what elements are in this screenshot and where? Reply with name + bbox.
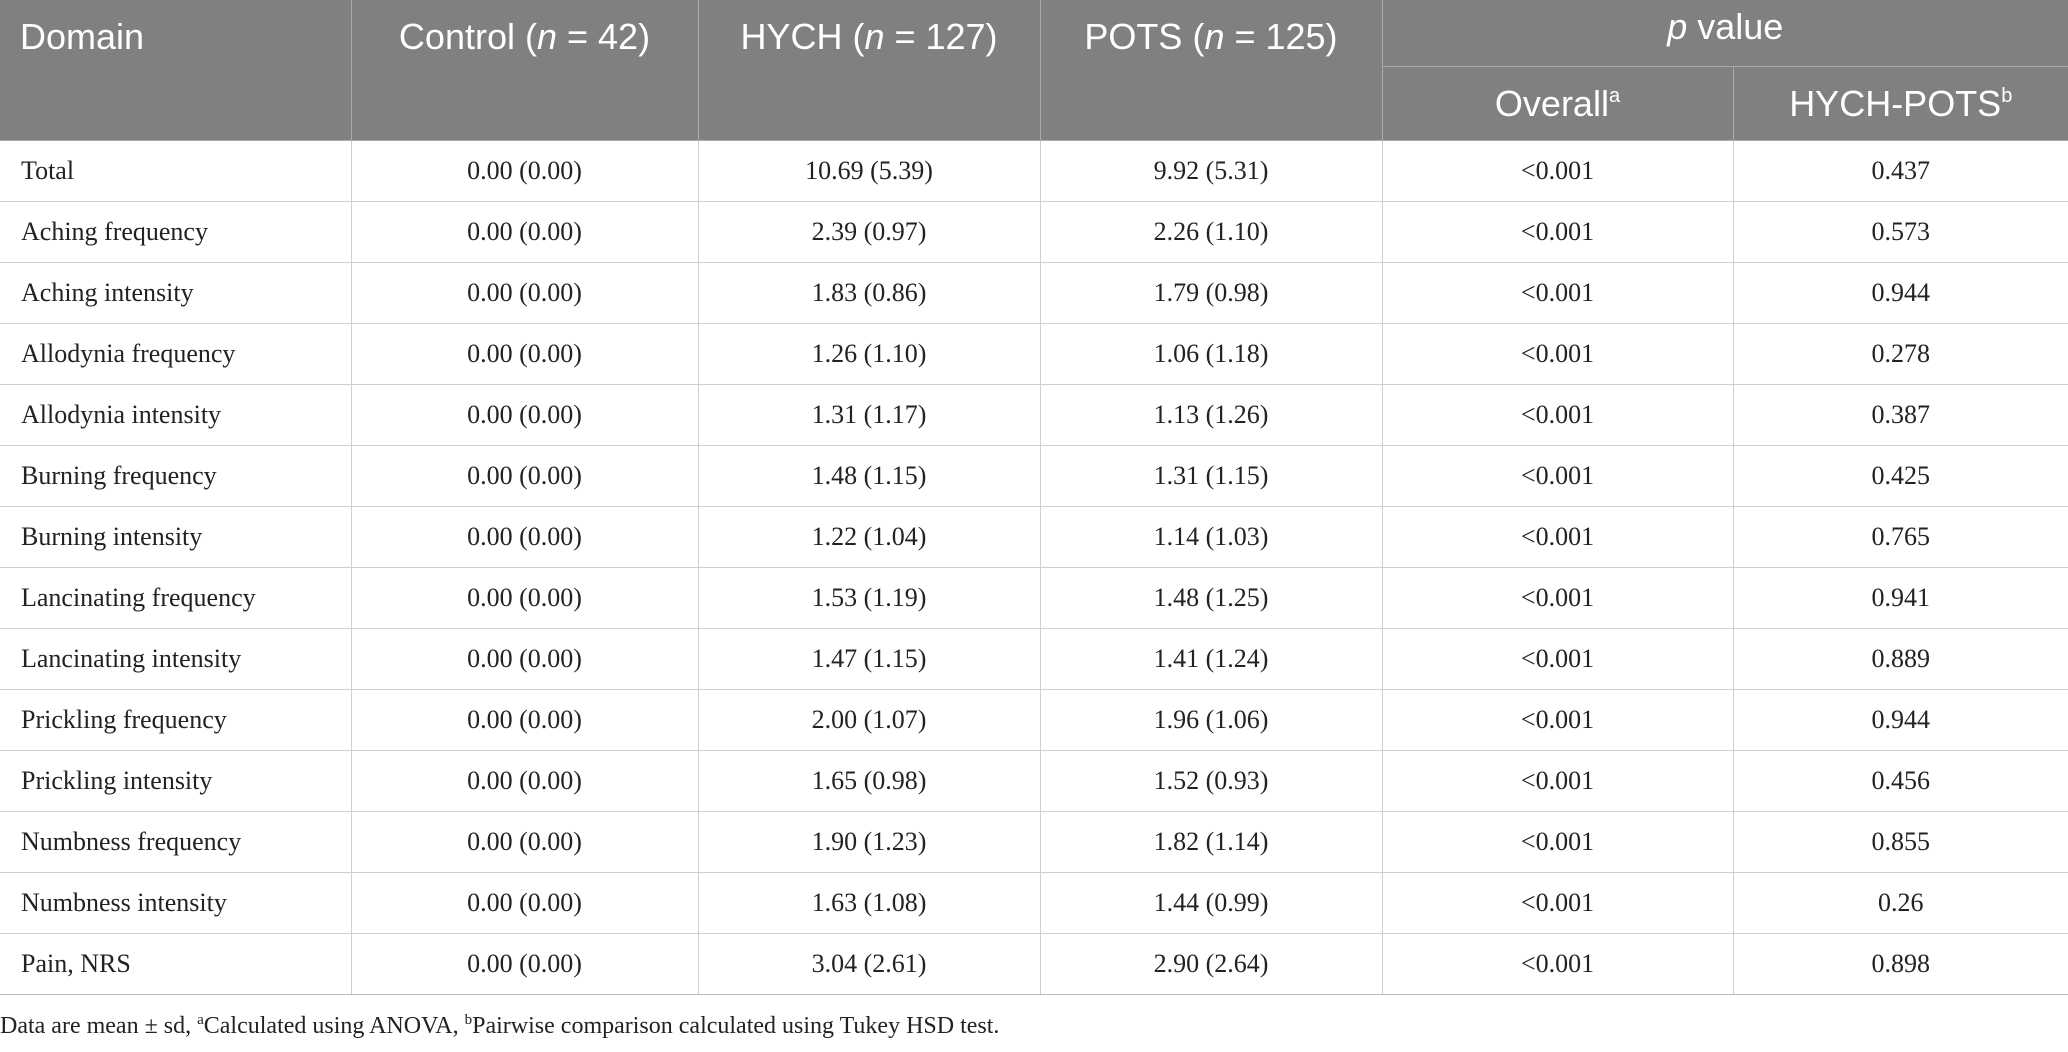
cell-domain: Allodynia intensity (0, 385, 351, 446)
cell-hych-pots-p: 0.944 (1733, 263, 2068, 324)
cell-overall-p: <0.001 (1382, 751, 1733, 812)
table-row (0, 263, 2068, 324)
table-row (0, 141, 2068, 202)
header-p-value: p value (1382, 0, 2068, 67)
cell-hych: 1.48 (1.15) (698, 446, 1040, 507)
cell-overall-p: <0.001 (1382, 324, 1733, 385)
cell-domain: Prickling frequency (0, 690, 351, 751)
cell-pots: 1.41 (1.24) (1040, 629, 1382, 690)
cell-pots: 1.06 (1.18) (1040, 324, 1382, 385)
table-body (0, 141, 2068, 995)
cell-hych: 1.47 (1.15) (698, 629, 1040, 690)
cell-hych-pots-p: 0.278 (1733, 324, 2068, 385)
cell-domain: Numbness intensity (0, 873, 351, 934)
cell-hych: 1.31 (1.17) (698, 385, 1040, 446)
cell-hych: 1.83 (0.86) (698, 263, 1040, 324)
cell-overall-p: <0.001 (1382, 141, 1733, 202)
cell-hych-pots-p: 0.944 (1733, 690, 2068, 751)
table-footnote: Data are mean ± sd, $^a$Calculated using ANOVA, $^b$Pairwise comparison calculated using Tukey HSD test. (0, 1012, 1000, 1039)
cell-overall-p: <0.001 (1382, 263, 1733, 324)
cell-hych: 10.69 (5.39) (698, 141, 1040, 202)
cell-pots: 1.79 (0.98) (1040, 263, 1382, 324)
cell-domain: Aching intensity (0, 263, 351, 324)
cell-control: 0.00 (0.00) (351, 446, 698, 507)
cell-overall-p: <0.001 (1382, 446, 1733, 507)
cell-domain: Aching frequency (0, 202, 351, 263)
cell-hych: 1.26 (1.10) (698, 324, 1040, 385)
cell-pots: 1.48 (1.25) (1040, 568, 1382, 629)
cell-pots: 1.31 (1.15) (1040, 446, 1382, 507)
table-row (0, 629, 2068, 690)
cell-control: 0.00 (0.00) (351, 202, 698, 263)
header-pots: POTS (n = 125) (1040, 0, 1382, 141)
header-hych-pots: HYCH-POTS$^b$ (1733, 67, 2068, 141)
cell-hych-pots-p: 0.437 (1733, 141, 2068, 202)
table-row (0, 446, 2068, 507)
cell-hych-pots-p: 0.855 (1733, 812, 2068, 873)
table-row (0, 934, 2068, 995)
cell-pots: 1.13 (1.26) (1040, 385, 1382, 446)
cell-hych-pots-p: 0.889 (1733, 629, 2068, 690)
cell-domain: Lancinating frequency (0, 568, 351, 629)
cell-pots: 2.26 (1.10) (1040, 202, 1382, 263)
table-row (0, 202, 2068, 263)
cell-domain: Prickling intensity (0, 751, 351, 812)
cell-hych-pots-p: 0.898 (1733, 934, 2068, 995)
header-domain: Domain (0, 0, 351, 141)
cell-overall-p: <0.001 (1382, 812, 1733, 873)
table-row (0, 812, 2068, 873)
cell-domain: Burning frequency (0, 446, 351, 507)
cell-hych: 1.53 (1.19) (698, 568, 1040, 629)
header-overall: Overall$^a$ (1382, 67, 1733, 141)
cell-hych: 1.22 (1.04) (698, 507, 1040, 568)
cell-hych-pots-p: 0.765 (1733, 507, 2068, 568)
cell-hych-pots-p: 0.573 (1733, 202, 2068, 263)
cell-control: 0.00 (0.00) (351, 507, 698, 568)
cell-domain: Total (0, 141, 351, 202)
cell-pots: 1.96 (1.06) (1040, 690, 1382, 751)
cell-control: 0.00 (0.00) (351, 141, 698, 202)
cell-domain: Lancinating intensity (0, 629, 351, 690)
cell-pots: 1.82 (1.14) (1040, 812, 1382, 873)
cell-overall-p: <0.001 (1382, 568, 1733, 629)
cell-overall-p: <0.001 (1382, 629, 1733, 690)
cell-overall-p: <0.001 (1382, 202, 1733, 263)
cell-hych: 1.65 (0.98) (698, 751, 1040, 812)
table-row (0, 324, 2068, 385)
cell-control: 0.00 (0.00) (351, 873, 698, 934)
cell-pots: 1.14 (1.03) (1040, 507, 1382, 568)
cell-hych: 1.90 (1.23) (698, 812, 1040, 873)
cell-control: 0.00 (0.00) (351, 751, 698, 812)
table-header (0, 0, 2068, 141)
cell-hych: 1.63 (1.08) (698, 873, 1040, 934)
cell-domain: Numbness frequency (0, 812, 351, 873)
cell-control: 0.00 (0.00) (351, 263, 698, 324)
table-row (0, 385, 2068, 446)
cell-hych-pots-p: 0.941 (1733, 568, 2068, 629)
cell-hych-pots-p: 0.456 (1733, 751, 2068, 812)
cell-hych: 2.00 (1.07) (698, 690, 1040, 751)
cell-control: 0.00 (0.00) (351, 385, 698, 446)
cell-pots: 9.92 (5.31) (1040, 141, 1382, 202)
cell-hych: 2.39 (0.97) (698, 202, 1040, 263)
cell-pots: 1.52 (0.93) (1040, 751, 1382, 812)
cell-control: 0.00 (0.00) (351, 812, 698, 873)
cell-overall-p: <0.001 (1382, 873, 1733, 934)
cell-hych: 3.04 (2.61) (698, 934, 1040, 995)
cell-overall-p: <0.001 (1382, 385, 1733, 446)
cell-domain: Allodynia frequency (0, 324, 351, 385)
cell-overall-p: <0.001 (1382, 934, 1733, 995)
cell-hych-pots-p: 0.425 (1733, 446, 2068, 507)
cell-hych-pots-p: 0.26 (1733, 873, 2068, 934)
table-row (0, 873, 2068, 934)
cell-control: 0.00 (0.00) (351, 934, 698, 995)
header-hych: HYCH (n = 127) (698, 0, 1040, 141)
table-row (0, 507, 2068, 568)
cell-control: 0.00 (0.00) (351, 690, 698, 751)
cell-domain: Pain, NRS (0, 934, 351, 995)
cell-control: 0.00 (0.00) (351, 324, 698, 385)
header-control: Control (n = 42) (351, 0, 698, 141)
cell-domain: Burning intensity (0, 507, 351, 568)
cell-overall-p: <0.001 (1382, 690, 1733, 751)
cell-pots: 1.44 (0.99) (1040, 873, 1382, 934)
table-row (0, 690, 2068, 751)
table-row (0, 568, 2068, 629)
table-row (0, 751, 2068, 812)
cell-pots: 2.90 (2.64) (1040, 934, 1382, 995)
cell-control: 0.00 (0.00) (351, 568, 698, 629)
cell-control: 0.00 (0.00) (351, 629, 698, 690)
cell-hych-pots-p: 0.387 (1733, 385, 2068, 446)
cell-overall-p: <0.001 (1382, 507, 1733, 568)
